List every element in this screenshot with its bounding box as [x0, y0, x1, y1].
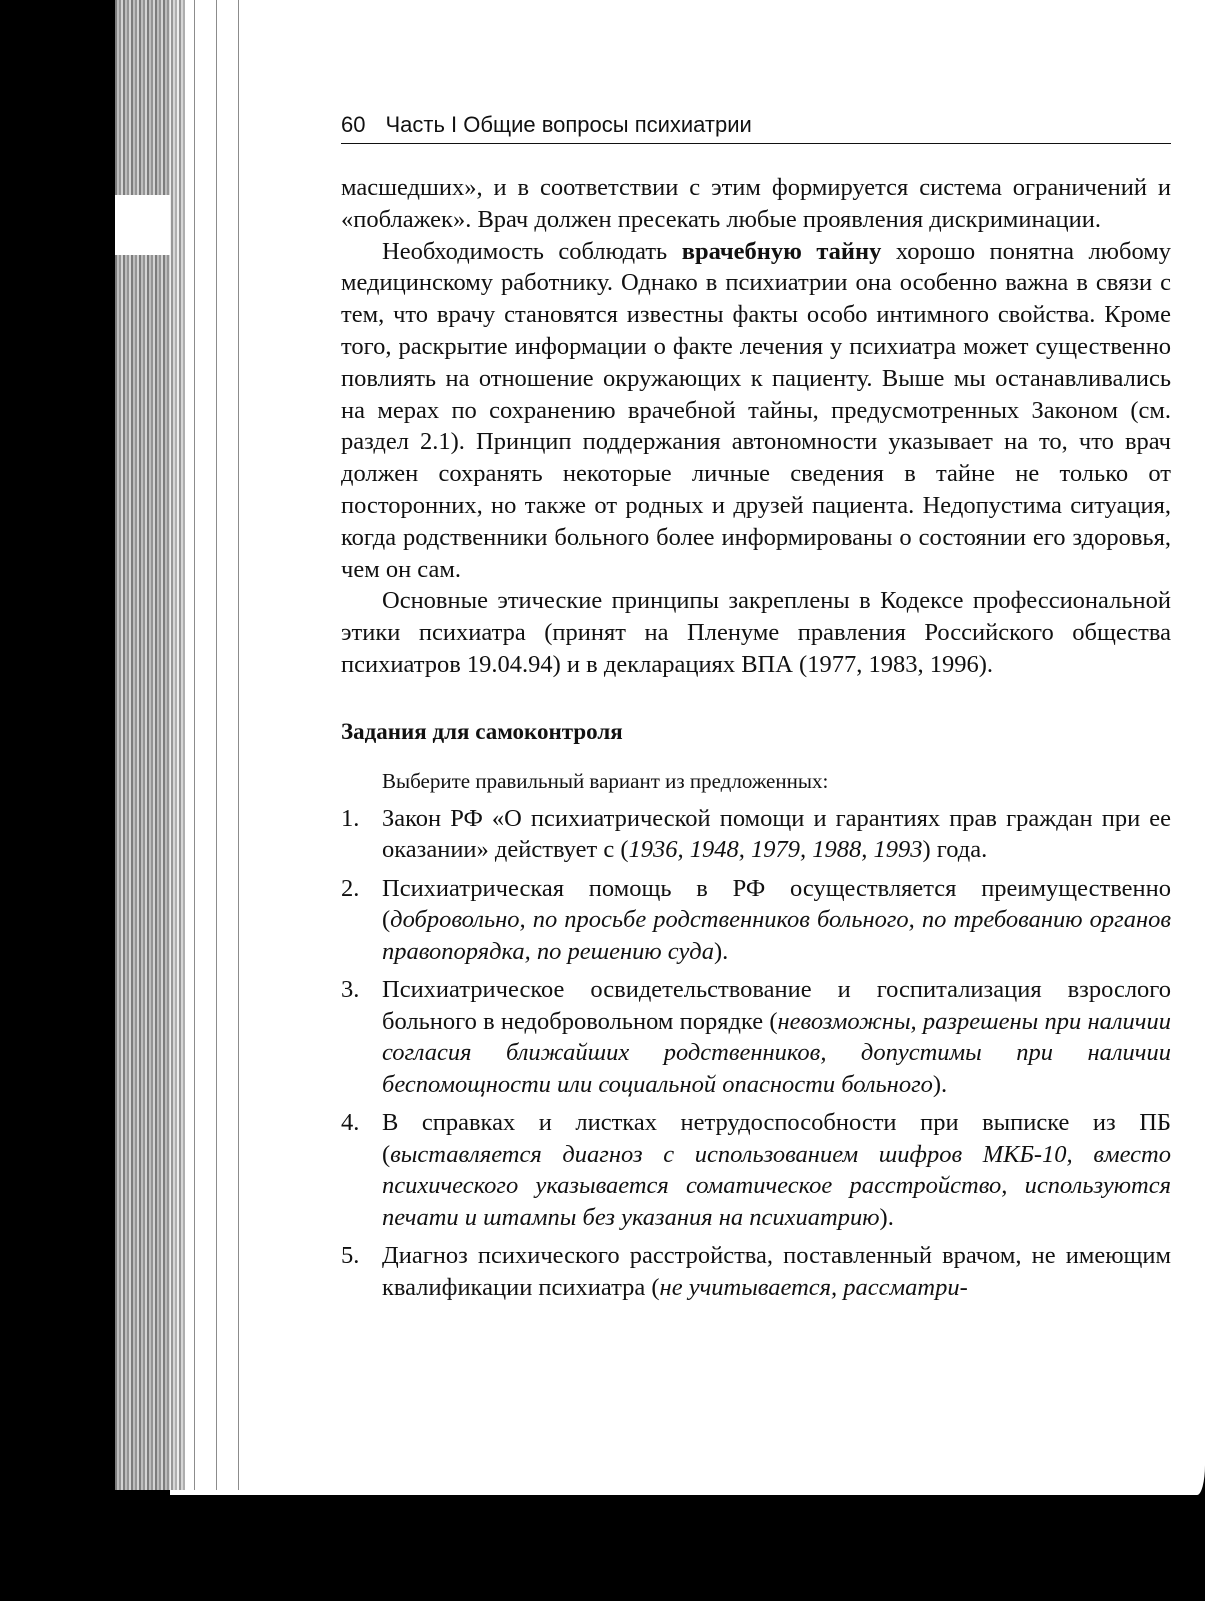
question-text: [382, 974, 1171, 1100]
paragraph: [341, 172, 1171, 236]
paragraph-text: масшедших», и в соответствии с этим формируется система ограничений и «поблажек». Врач должен пресекать любые проявления дискриминации.: [341, 174, 1171, 233]
question-item: [341, 803, 1171, 866]
question-stem: В справках и листках нетрудоспособности при выписке из ПБ (: [382, 1109, 1171, 1168]
question-number: 2.: [341, 874, 360, 902]
page-content: [341, 108, 1171, 1310]
paragraph-text: хорошо понятна любому медицинскому работнику. Однако в психиатрии она особенно важна в связи с тем, что врачу становятся известны факты особо интимного свойства. Кроме того, раскрытие информации о факте лечения у психиатра может существенно повлиять на отношение окружающих к пациенту. Выше мы останавливались на мерах по сохранению врачебной тайны, предусмотренных Законом (см. раздел 2.1). Принцип поддержания автономности указывает на то, что врач должен сохранять некоторые личные сведения в тайне не только от посторонних, но также от родных и друзей пациента. Недопустима ситуация, когда родственники больного более информированы о состоянии его здоровья, чем он сам.: [341, 237, 1171, 583]
question-options: не учитывается, рассматри-: [659, 1273, 968, 1301]
question-number: 5.: [341, 1242, 360, 1270]
question-options: невозможны, разрешены при наличии согласия ближайших родственников, допустимы при наличии беспомощности или социальной опасности больного: [382, 1007, 1171, 1098]
gutter-lines: [185, 0, 240, 1490]
question-number: 4.: [341, 1109, 360, 1137]
paragraph-text: Необходимость соблюдать: [382, 237, 682, 265]
paragraph: [341, 236, 1171, 586]
question-tail: ).: [879, 1203, 894, 1231]
question-options: выставляется диагноз с использованием шифров МКБ-10, вместо психического указывается соматическое расстройство, используются печати и штампы без указания на психиатрию: [382, 1140, 1171, 1231]
question-text: [382, 803, 1171, 866]
bold-term: врачебную тайну: [681, 237, 882, 265]
body-text: [341, 172, 1171, 681]
question-stem: Закон РФ «О психиатрической помощи и гарантиях прав граждан при ее оказании» действует с (: [382, 804, 1171, 864]
paragraph: [341, 585, 1171, 680]
question-item: [341, 1240, 1171, 1303]
question-text: [382, 1107, 1171, 1233]
question-tail: ).: [932, 1070, 948, 1098]
section-title: Задания для самоконтроля: [341, 718, 623, 744]
question-tail: ).: [713, 937, 729, 965]
question-stem: Психиатрическая помощь в РФ осуществляется преимущественно (: [382, 874, 1171, 934]
question-text: [382, 873, 1171, 968]
question-options: добровольно, по просьбе родственников больного, по требованию органов правопорядка, по решению суда: [382, 906, 1171, 965]
section-intro: Выберите правильный вариант из предложенных:: [382, 768, 829, 793]
question-item: [341, 974, 1171, 1100]
question-item: [341, 1107, 1171, 1233]
question-item: [341, 873, 1171, 968]
paragraph-text: Основные этические принципы закреплены в Кодексе профессиональной этики психиатра (принят на Пленуме правления Российского общества психиатров 19.04.94) и в декларациях ВПА (1977, 1983, 1996).: [341, 587, 1171, 678]
spine-highlight: [115, 195, 170, 255]
question-options: 1936, 1948, 1979, 1988, 1993: [628, 836, 923, 864]
question-stem: Диагноз психического расстройства, поставленный врачом, не имеющим квалификации психиатра (: [382, 1242, 1171, 1301]
chapter-title: Часть I Общие вопросы психиатрии: [385, 112, 752, 137]
question-stem: Психиатрическое освидетельствование и госпитализация взрослого больного в недобровольном порядке (: [382, 976, 1171, 1035]
question-list: [341, 803, 1171, 1304]
question-text: [382, 1240, 1171, 1303]
question-tail: ) года.: [922, 836, 988, 864]
question-number: 1.: [341, 804, 360, 832]
question-number: 3.: [341, 976, 360, 1004]
running-head: [341, 108, 1171, 144]
page-number: 60: [341, 112, 366, 137]
